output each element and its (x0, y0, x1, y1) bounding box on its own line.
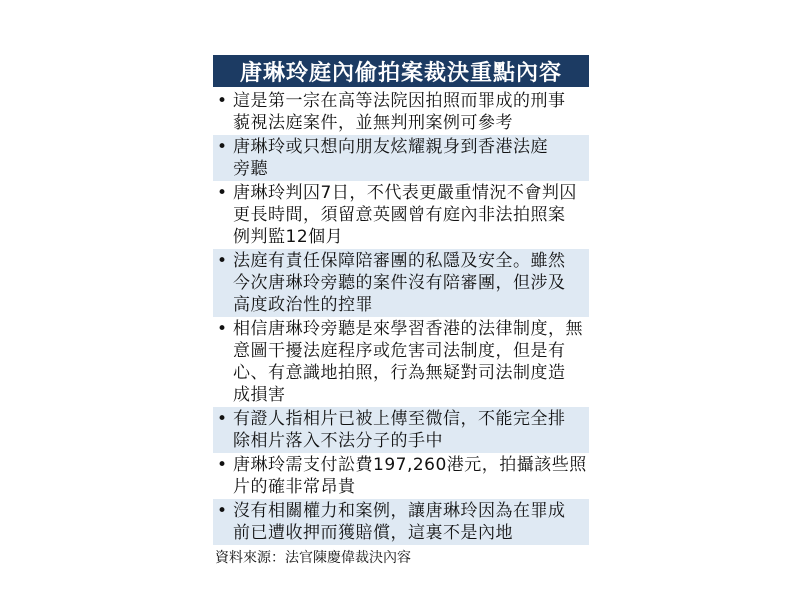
bullet-icon: • (217, 137, 228, 157)
bullet-icon: • (217, 183, 228, 203)
list-item-text: 沒有相關權力和案例，讓唐琳玲因為在罪成 前已遭收押而獲賠償，這裏不是內地 (233, 501, 566, 543)
list-item (213, 135, 589, 181)
bullet-icon: • (217, 319, 228, 339)
list-item-text: 這是第一宗在高等法院因拍照而罪成的刑事 藐視法庭案件，並無判刑案例可參考 (233, 91, 566, 133)
list-item (213, 499, 589, 545)
list-item (213, 317, 589, 407)
bullet-icon: • (217, 501, 228, 521)
bullet-icon: • (217, 409, 228, 429)
bullet-icon: • (217, 91, 228, 111)
list-item (213, 249, 589, 317)
list-item (213, 181, 589, 249)
bullet-icon: • (217, 455, 228, 475)
page-title: 唐琳玲庭內偷拍案裁決重點內容 (239, 60, 562, 86)
bullet-icon: • (217, 251, 228, 271)
list-item-text: 唐琳玲需支付訟費197,260港元，拍攝該些照 片的確非常昂貴 (233, 455, 587, 497)
list-item (213, 89, 589, 135)
summary-box (213, 55, 589, 567)
list-item (213, 453, 589, 499)
list-item-text: 相信唐琳玲旁聽是來學習香港的法律制度，無 意圖干擾法庭程序或危害司法制度，但是有 心、有意識地拍照，行為無疑對司法制度造 成損害 (233, 319, 583, 405)
list-item-text: 有證人指相片已被上傳至微信，不能完全排 除相片落入不法分子的手中 (233, 409, 566, 451)
list-item-text: 唐琳玲判囚7日，不代表更嚴重情況不會判囚 更長時間，須留意英國曾有庭內非法拍照案 例判監12個月 (233, 183, 577, 247)
list-item (213, 407, 589, 453)
bullet-list (213, 89, 589, 545)
list-item-text: 法庭有責任保障陪審團的私隱及安全。雖然 今次唐琳玲旁聽的案件沒有陪審團，但涉及 高度政治性的控罪 (233, 251, 566, 315)
list-item-text: 唐琳玲或只想向朋友炫耀親身到香港法庭 旁聽 (233, 137, 548, 179)
title-bar (213, 55, 589, 87)
source-note: 資料來源：法官陳慶偉裁決內容 (215, 550, 411, 566)
